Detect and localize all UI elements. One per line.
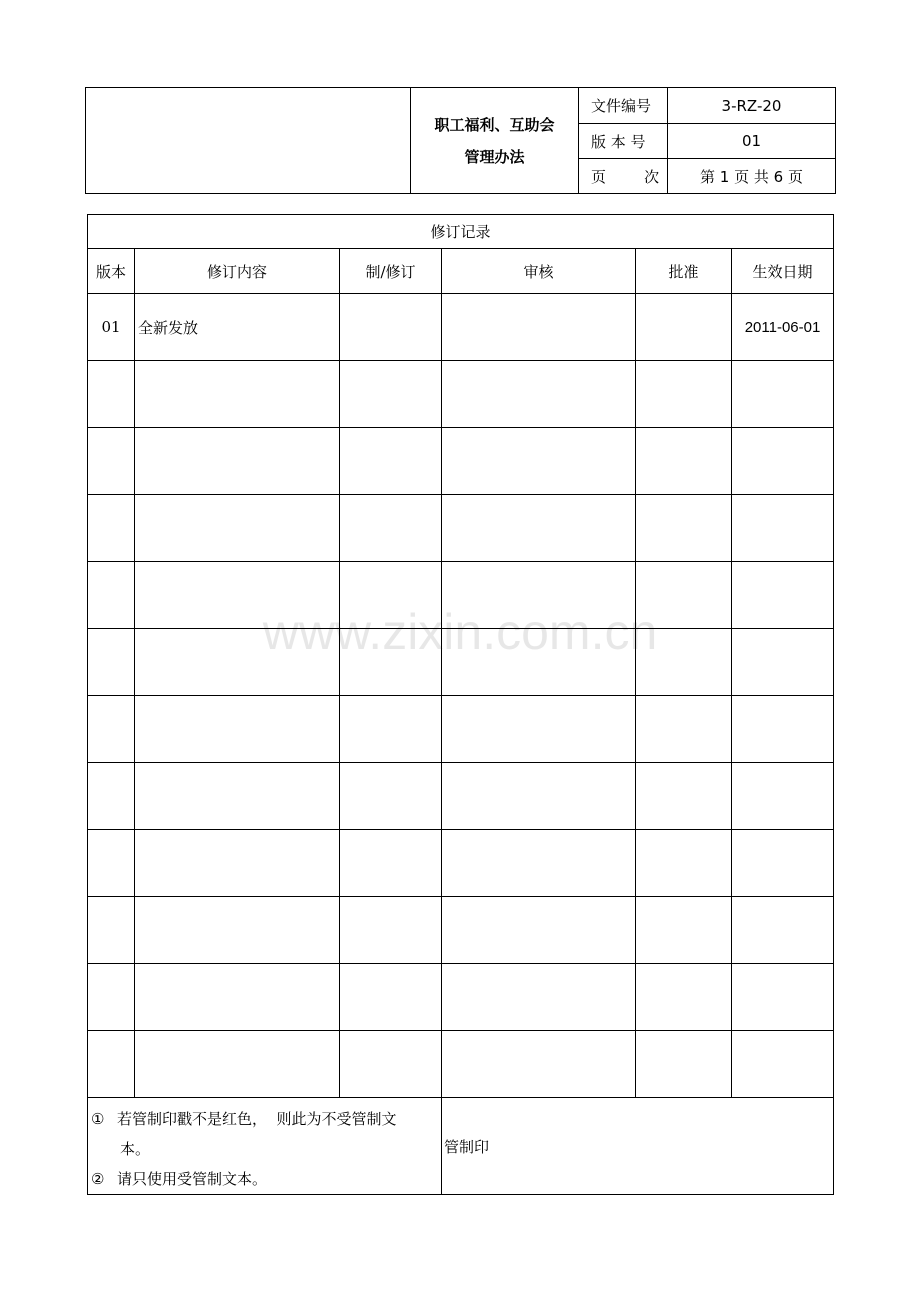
cell-version bbox=[88, 562, 135, 629]
cell-approve bbox=[636, 763, 732, 830]
cell-version bbox=[88, 830, 135, 897]
note-2-marker: ② bbox=[91, 1170, 105, 1188]
cell-version bbox=[88, 495, 135, 562]
cell-version bbox=[88, 964, 135, 1031]
title-line-1: 职工福利、互助会 bbox=[434, 115, 555, 134]
cell-effective-date bbox=[732, 964, 834, 1031]
cell-author bbox=[340, 629, 442, 696]
cell-content bbox=[135, 1031, 340, 1098]
doc-number-value: 3-RZ-20 bbox=[668, 88, 836, 124]
cell-content bbox=[135, 897, 340, 964]
cell-review bbox=[442, 1031, 636, 1098]
cell-approve bbox=[636, 562, 732, 629]
watermark: www.zixin.com.cn bbox=[262, 604, 658, 660]
column-header-approve: 批准 bbox=[636, 249, 732, 294]
version-label: 版 本 号 bbox=[579, 124, 668, 159]
cell-effective-date bbox=[732, 1031, 834, 1098]
cell-approve bbox=[636, 428, 732, 495]
cell-content: 全新发放 bbox=[135, 294, 340, 361]
cell-approve bbox=[636, 897, 732, 964]
cell-effective-date bbox=[732, 428, 834, 495]
cell-author bbox=[340, 897, 442, 964]
cell-author bbox=[340, 830, 442, 897]
column-header-review: 审核 bbox=[442, 249, 636, 294]
column-header-effective-date: 生效日期 bbox=[732, 249, 834, 294]
revision-table bbox=[87, 214, 834, 1195]
table-row bbox=[88, 830, 834, 897]
logo-area bbox=[86, 88, 411, 194]
note-2 bbox=[88, 1164, 441, 1194]
cell-effective-date bbox=[732, 897, 834, 964]
cell-review bbox=[442, 897, 636, 964]
cell-review bbox=[442, 428, 636, 495]
cell-content bbox=[135, 629, 340, 696]
cell-content bbox=[135, 495, 340, 562]
notes-row bbox=[88, 1098, 834, 1195]
column-header-author: 制/修订 bbox=[340, 249, 442, 294]
note-2-text: 请只使用受管制文本。 bbox=[117, 1170, 268, 1188]
doc-number-label: 文件编号 bbox=[579, 88, 668, 124]
note-1-text: 若管制印戳不是红色， 则此为不受管制文 bbox=[117, 1110, 397, 1128]
cell-content bbox=[135, 428, 340, 495]
control-stamp-label: 管制印 bbox=[444, 1137, 490, 1156]
version-value: 01 bbox=[668, 124, 836, 159]
table-row bbox=[88, 897, 834, 964]
cell-version bbox=[88, 629, 135, 696]
table-row bbox=[88, 495, 834, 562]
cell-review bbox=[442, 294, 636, 361]
table-row bbox=[88, 964, 834, 1031]
page-label: 页 次 bbox=[579, 159, 668, 194]
table-row bbox=[88, 696, 834, 763]
document-header bbox=[85, 87, 836, 194]
document-title bbox=[411, 88, 579, 194]
cell-author bbox=[340, 696, 442, 763]
note-1-marker: ① bbox=[91, 1110, 105, 1128]
cell-version bbox=[88, 428, 135, 495]
cell-version bbox=[88, 763, 135, 830]
cell-approve bbox=[636, 294, 732, 361]
column-headers bbox=[88, 249, 834, 294]
cell-author bbox=[340, 361, 442, 428]
page-info: 第 1 页 共 6 页 bbox=[668, 159, 836, 194]
cell-review bbox=[442, 361, 636, 428]
cell-author bbox=[340, 964, 442, 1031]
table-row bbox=[88, 562, 834, 629]
control-notes bbox=[88, 1098, 442, 1195]
cell-approve bbox=[636, 361, 732, 428]
column-header-content: 修订内容 bbox=[135, 249, 340, 294]
cell-approve bbox=[636, 830, 732, 897]
cell-effective-date bbox=[732, 629, 834, 696]
cell-content bbox=[135, 361, 340, 428]
cell-approve bbox=[636, 1031, 732, 1098]
control-stamp-cell bbox=[442, 1098, 834, 1195]
cell-effective-date bbox=[732, 830, 834, 897]
cell-version bbox=[88, 1031, 135, 1098]
table-row bbox=[88, 629, 834, 696]
table-row bbox=[88, 763, 834, 830]
cell-version bbox=[88, 696, 135, 763]
cell-review bbox=[442, 562, 636, 629]
note-1 bbox=[88, 1104, 441, 1134]
cell-effective-date bbox=[732, 361, 834, 428]
cell-version bbox=[88, 361, 135, 428]
table-row bbox=[88, 428, 834, 495]
cell-version: 01 bbox=[88, 294, 135, 361]
table-row bbox=[88, 361, 834, 428]
cell-content bbox=[135, 830, 340, 897]
cell-author bbox=[340, 495, 442, 562]
note-1-continuation: 本。 bbox=[120, 1140, 151, 1158]
cell-approve bbox=[636, 495, 732, 562]
cell-review bbox=[442, 495, 636, 562]
revision-rows bbox=[88, 294, 834, 1098]
cell-review bbox=[442, 964, 636, 1031]
cell-review bbox=[442, 763, 636, 830]
cell-approve bbox=[636, 696, 732, 763]
cell-effective-date bbox=[732, 696, 834, 763]
cell-approve bbox=[636, 964, 732, 1031]
cell-review bbox=[442, 629, 636, 696]
cell-content bbox=[135, 964, 340, 1031]
cell-author bbox=[340, 562, 442, 629]
cell-author bbox=[340, 294, 442, 361]
column-header-version: 版本 bbox=[88, 249, 135, 294]
table-row bbox=[88, 294, 834, 361]
cell-author bbox=[340, 428, 442, 495]
cell-approve bbox=[636, 629, 732, 696]
revision-table-title: 修订记录 bbox=[88, 215, 834, 249]
table-row bbox=[88, 1031, 834, 1098]
cell-content bbox=[135, 696, 340, 763]
cell-review bbox=[442, 830, 636, 897]
cell-author bbox=[340, 1031, 442, 1098]
title-line-2: 管理办法 bbox=[464, 147, 525, 166]
cell-review bbox=[442, 696, 636, 763]
cell-content bbox=[135, 763, 340, 830]
cell-effective-date: 2011-06-01 bbox=[732, 294, 834, 361]
cell-effective-date bbox=[732, 562, 834, 629]
cell-content bbox=[135, 562, 340, 629]
cell-effective-date bbox=[732, 495, 834, 562]
cell-effective-date bbox=[732, 763, 834, 830]
cell-version bbox=[88, 897, 135, 964]
cell-author bbox=[340, 763, 442, 830]
